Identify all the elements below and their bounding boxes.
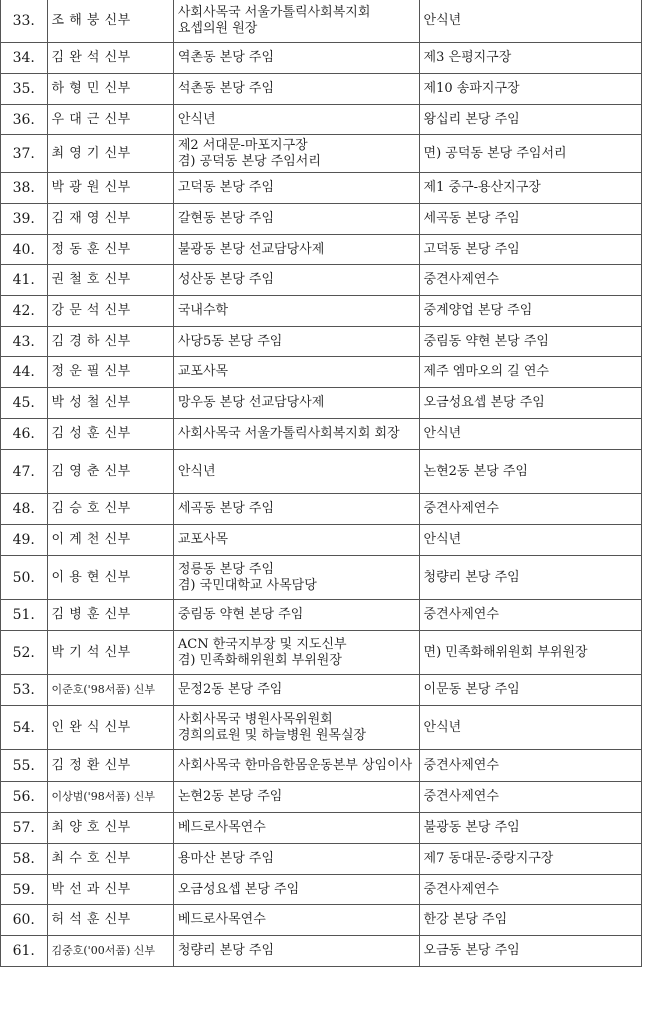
new-assignment — [419, 706, 641, 750]
new-assignment — [419, 450, 641, 494]
new-assignment — [419, 419, 641, 450]
table-row — [1, 235, 642, 265]
row-number: 43. — [1, 327, 48, 357]
table-row — [1, 173, 642, 204]
new-assignment-line: 이문동 본당 주임 — [423, 682, 520, 697]
priest-name: 박 기 석 신부 — [47, 631, 173, 675]
previous-assignment-line: 불광동 본당 선교담당사제 — [177, 241, 325, 257]
priest-name: 하 형 민 신부 — [47, 74, 173, 105]
row-number: 46. — [1, 419, 48, 450]
table-row — [1, 450, 642, 494]
previous-assignment — [173, 419, 419, 450]
priest-name: 박 성 철 신부 — [47, 388, 173, 419]
new-assignment — [419, 265, 641, 296]
new-assignment-line: 제7 동대문-중랑지구장 — [423, 851, 554, 866]
new-assignment — [419, 750, 641, 782]
new-assignment — [419, 357, 641, 388]
previous-assignment-line: 사회사목국 병원사목위원회 — [177, 711, 333, 727]
previous-assignment — [173, 135, 419, 173]
new-assignment-line: 제3 은평지구장 — [423, 50, 512, 65]
row-number: 61. — [1, 936, 48, 967]
table-row — [1, 135, 642, 173]
new-assignment-line: 안식년 — [423, 426, 462, 441]
previous-assignment-line: 교포사목 — [177, 532, 229, 547]
previous-assignment — [173, 750, 419, 782]
previous-assignment — [173, 43, 419, 74]
priest-name: 김 완 석 신부 — [47, 43, 173, 74]
table-row — [1, 706, 642, 750]
priest-name: 인 완 식 신부 — [47, 706, 173, 750]
new-assignment-line: 중계양업 본당 주임 — [423, 303, 533, 318]
priest-name: 김 성 훈 신부 — [47, 419, 173, 450]
table-row — [1, 936, 642, 967]
previous-assignment-line: 교포사목 — [177, 364, 229, 379]
priest-name: 최 양 호 신부 — [47, 813, 173, 844]
previous-assignment-line: 중림동 약현 본당 주임 — [177, 607, 304, 622]
previous-assignment-line: 갈현동 본당 주임 — [177, 211, 275, 226]
row-number: 37. — [1, 135, 48, 173]
previous-assignment-line: 안식년 — [177, 463, 216, 479]
previous-assignment — [173, 327, 419, 357]
row-number: 33. — [1, 0, 48, 43]
previous-assignment — [173, 905, 419, 936]
previous-assignment-line: 사회사목국 서울가톨릭사회복지회 — [177, 4, 371, 20]
table-row — [1, 327, 642, 357]
new-assignment-line: 왕십리 본당 주임 — [423, 111, 520, 127]
new-assignment — [419, 631, 641, 675]
new-assignment-line: 제10 송파지구장 — [423, 81, 520, 96]
new-assignment-line: 세곡동 본당 주임 — [423, 211, 520, 226]
new-assignment — [419, 494, 641, 525]
previous-assignment-line: 요셉의원 원장 — [177, 20, 258, 36]
new-assignment-line: 중견사제연수 — [423, 272, 499, 287]
table-row — [1, 74, 642, 105]
row-number: 45. — [1, 388, 48, 419]
new-assignment — [419, 936, 641, 967]
priest-name: 이 계 천 신부 — [47, 525, 173, 556]
priest-name: 조 해 붕 신부 — [47, 0, 173, 43]
new-assignment-line: 논현2동 본당 주임 — [423, 463, 528, 479]
previous-assignment — [173, 265, 419, 296]
previous-assignment — [173, 388, 419, 419]
previous-assignment-line: 경희의료원 및 하늘병원 원목실장 — [177, 727, 367, 743]
row-number: 54. — [1, 706, 48, 750]
row-number: 49. — [1, 525, 48, 556]
new-assignment-line: 중견사제연수 — [423, 757, 499, 773]
previous-assignment-line: 문정2동 본당 주임 — [177, 682, 283, 697]
new-assignment-line: 한강 본당 주임 — [423, 912, 508, 927]
new-assignment-line: 중견사제연수 — [423, 789, 499, 804]
previous-assignment-line: 제2 서대문-마포지구장 — [177, 137, 308, 153]
new-assignment-line: 오금동 본당 주임 — [423, 943, 520, 958]
new-assignment — [419, 0, 641, 43]
new-assignment — [419, 556, 641, 600]
row-number: 41. — [1, 265, 48, 296]
row-number: 52. — [1, 631, 48, 675]
previous-assignment — [173, 813, 419, 844]
table-row — [1, 556, 642, 600]
new-assignment — [419, 905, 641, 936]
previous-assignment — [173, 525, 419, 556]
previous-assignment — [173, 204, 419, 235]
table-row — [1, 494, 642, 525]
new-assignment — [419, 844, 641, 875]
new-assignment-line: 불광동 본당 주임 — [423, 820, 520, 835]
new-assignment-line: 오금성요셉 본당 주임 — [423, 395, 545, 410]
new-assignment — [419, 43, 641, 74]
row-number: 60. — [1, 905, 48, 936]
previous-assignment-line: 용마산 본당 주임 — [177, 851, 275, 866]
previous-assignment-line: 안식년 — [177, 111, 216, 127]
previous-assignment — [173, 74, 419, 105]
table-row — [1, 0, 642, 43]
previous-assignment — [173, 450, 419, 494]
previous-assignment-line: 논현2동 본당 주임 — [177, 789, 283, 804]
new-assignment-line: 면) 공덕동 본당 주임서리 — [423, 145, 567, 161]
table-row — [1, 844, 642, 875]
previous-assignment — [173, 494, 419, 525]
table-row — [1, 357, 642, 388]
new-assignment — [419, 813, 641, 844]
table-row — [1, 905, 642, 936]
table-row — [1, 525, 642, 556]
table-row — [1, 204, 642, 235]
previous-assignment-line: 정릉동 본당 주임 — [177, 561, 275, 577]
row-number: 57. — [1, 813, 48, 844]
row-number: 53. — [1, 675, 48, 706]
new-assignment-line: 청량리 본당 주임 — [423, 569, 520, 585]
previous-assignment — [173, 675, 419, 706]
new-assignment — [419, 388, 641, 419]
priest-name: 강 문 석 신부 — [47, 296, 173, 327]
priest-name: 김중호('00서품) 신부 — [47, 936, 173, 967]
new-assignment — [419, 525, 641, 556]
previous-assignment-line: 고덕동 본당 주임 — [177, 180, 275, 195]
row-number: 42. — [1, 296, 48, 327]
table-row — [1, 296, 642, 327]
priest-name: 정 동 훈 신부 — [47, 235, 173, 265]
new-assignment-line: 안식년 — [423, 532, 462, 547]
previous-assignment-line: 사회사목국 서울가톨릭사회복지회 회장 — [177, 426, 400, 441]
priest-name: 김 승 호 신부 — [47, 494, 173, 525]
previous-assignment — [173, 631, 419, 675]
row-number: 50. — [1, 556, 48, 600]
new-assignment — [419, 235, 641, 265]
row-number: 38. — [1, 173, 48, 204]
previous-assignment — [173, 875, 419, 905]
new-assignment-line: 제주 엠마오의 길 연수 — [423, 364, 549, 379]
row-number: 58. — [1, 844, 48, 875]
new-assignment — [419, 204, 641, 235]
new-assignment — [419, 675, 641, 706]
previous-assignment-line: 청량리 본당 주임 — [177, 943, 275, 958]
previous-assignment-line: 역촌동 본당 주임 — [177, 50, 275, 65]
table-row — [1, 782, 642, 813]
table-row — [1, 105, 642, 135]
previous-assignment-line: 겸) 민족화해위원회 부위원장 — [177, 652, 342, 668]
row-number: 55. — [1, 750, 48, 782]
new-assignment — [419, 600, 641, 631]
new-assignment — [419, 105, 641, 135]
new-assignment — [419, 173, 641, 204]
new-assignment — [419, 875, 641, 905]
previous-assignment — [173, 600, 419, 631]
priest-name: 김 경 하 신부 — [47, 327, 173, 357]
table-row — [1, 265, 642, 296]
previous-assignment-line: 성산동 본당 주임 — [177, 272, 275, 287]
priest-name: 최 영 기 신부 — [47, 135, 173, 173]
new-assignment-line: 중견사제연수 — [423, 501, 499, 516]
previous-assignment — [173, 357, 419, 388]
priest-name: 김 재 영 신부 — [47, 204, 173, 235]
table-row — [1, 600, 642, 631]
priest-name: 우 대 근 신부 — [47, 105, 173, 135]
row-number: 34. — [1, 43, 48, 74]
row-number: 44. — [1, 357, 48, 388]
priest-name: 권 철 호 신부 — [47, 265, 173, 296]
previous-assignment — [173, 173, 419, 204]
new-assignment-line: 고덕동 본당 주임 — [423, 241, 520, 257]
table-row — [1, 675, 642, 706]
row-number: 39. — [1, 204, 48, 235]
priest-name: 김 정 환 신부 — [47, 750, 173, 782]
new-assignment-line: 중견사제연수 — [423, 881, 499, 897]
new-assignment — [419, 327, 641, 357]
new-assignment — [419, 296, 641, 327]
previous-assignment — [173, 844, 419, 875]
previous-assignment — [173, 782, 419, 813]
priest-name: 정 운 필 신부 — [47, 357, 173, 388]
priest-name: 김 병 훈 신부 — [47, 600, 173, 631]
new-assignment-line: 중림동 약현 본당 주임 — [423, 333, 549, 349]
new-assignment — [419, 782, 641, 813]
row-number: 36. — [1, 105, 48, 135]
new-assignment-line: 제1 중구-용산지구장 — [423, 180, 541, 195]
previous-assignment-line: ACN 한국지부장 및 지도신부 — [177, 636, 347, 652]
row-number: 47. — [1, 450, 48, 494]
previous-assignment — [173, 105, 419, 135]
previous-assignment — [173, 936, 419, 967]
row-number: 59. — [1, 875, 48, 905]
table-row — [1, 43, 642, 74]
priest-name: 이준호('98서품) 신부 — [47, 675, 173, 706]
new-assignment — [419, 135, 641, 173]
previous-assignment-line: 세곡동 본당 주임 — [177, 501, 275, 516]
previous-assignment-line: 오금성요셉 본당 주임 — [177, 881, 300, 897]
new-assignment — [419, 74, 641, 105]
previous-assignment-line: 겸) 국민대학교 사목담당 — [177, 577, 317, 593]
previous-assignment-line: 베드로사목연수 — [177, 820, 266, 835]
priest-name: 이 용 현 신부 — [47, 556, 173, 600]
previous-assignment-line: 사당5동 본당 주임 — [177, 333, 283, 349]
row-number: 56. — [1, 782, 48, 813]
previous-assignment — [173, 556, 419, 600]
new-assignment-line: 면) 민족화해위원회 부위원장 — [423, 644, 588, 660]
priest-name: 허 석 훈 신부 — [47, 905, 173, 936]
table-body — [1, 0, 642, 967]
new-assignment-line: 안식년 — [423, 12, 462, 28]
new-assignment-line: 중견사제연수 — [423, 607, 499, 622]
row-number: 35. — [1, 74, 48, 105]
previous-assignment-line: 겸) 공덕동 본당 주임서리 — [177, 153, 321, 169]
table-row — [1, 631, 642, 675]
priest-name: 김 영 춘 신부 — [47, 450, 173, 494]
previous-assignment-line: 석촌동 본당 주임 — [177, 81, 275, 96]
new-assignment-line: 안식년 — [423, 719, 462, 735]
priest-name: 최 수 호 신부 — [47, 844, 173, 875]
row-number: 51. — [1, 600, 48, 631]
previous-assignment-line: 망우동 본당 선교담당사제 — [177, 395, 325, 410]
previous-assignment-line: 사회사목국 한마음한몸운동본부 상임이사 — [177, 757, 413, 773]
previous-assignment-line: 국내수학 — [177, 303, 229, 318]
priest-name: 박 광 원 신부 — [47, 173, 173, 204]
previous-assignment — [173, 235, 419, 265]
priest-name: 이상범('98서품) 신부 — [47, 782, 173, 813]
row-number: 48. — [1, 494, 48, 525]
previous-assignment-line: 베드로사목연수 — [177, 912, 266, 927]
table-row — [1, 813, 642, 844]
table-row — [1, 750, 642, 782]
priest-name: 박 선 과 신부 — [47, 875, 173, 905]
row-number: 40. — [1, 235, 48, 265]
previous-assignment — [173, 706, 419, 750]
table-row — [1, 875, 642, 905]
table-row — [1, 388, 642, 419]
previous-assignment — [173, 0, 419, 43]
table-row — [1, 419, 642, 450]
previous-assignment — [173, 296, 419, 327]
